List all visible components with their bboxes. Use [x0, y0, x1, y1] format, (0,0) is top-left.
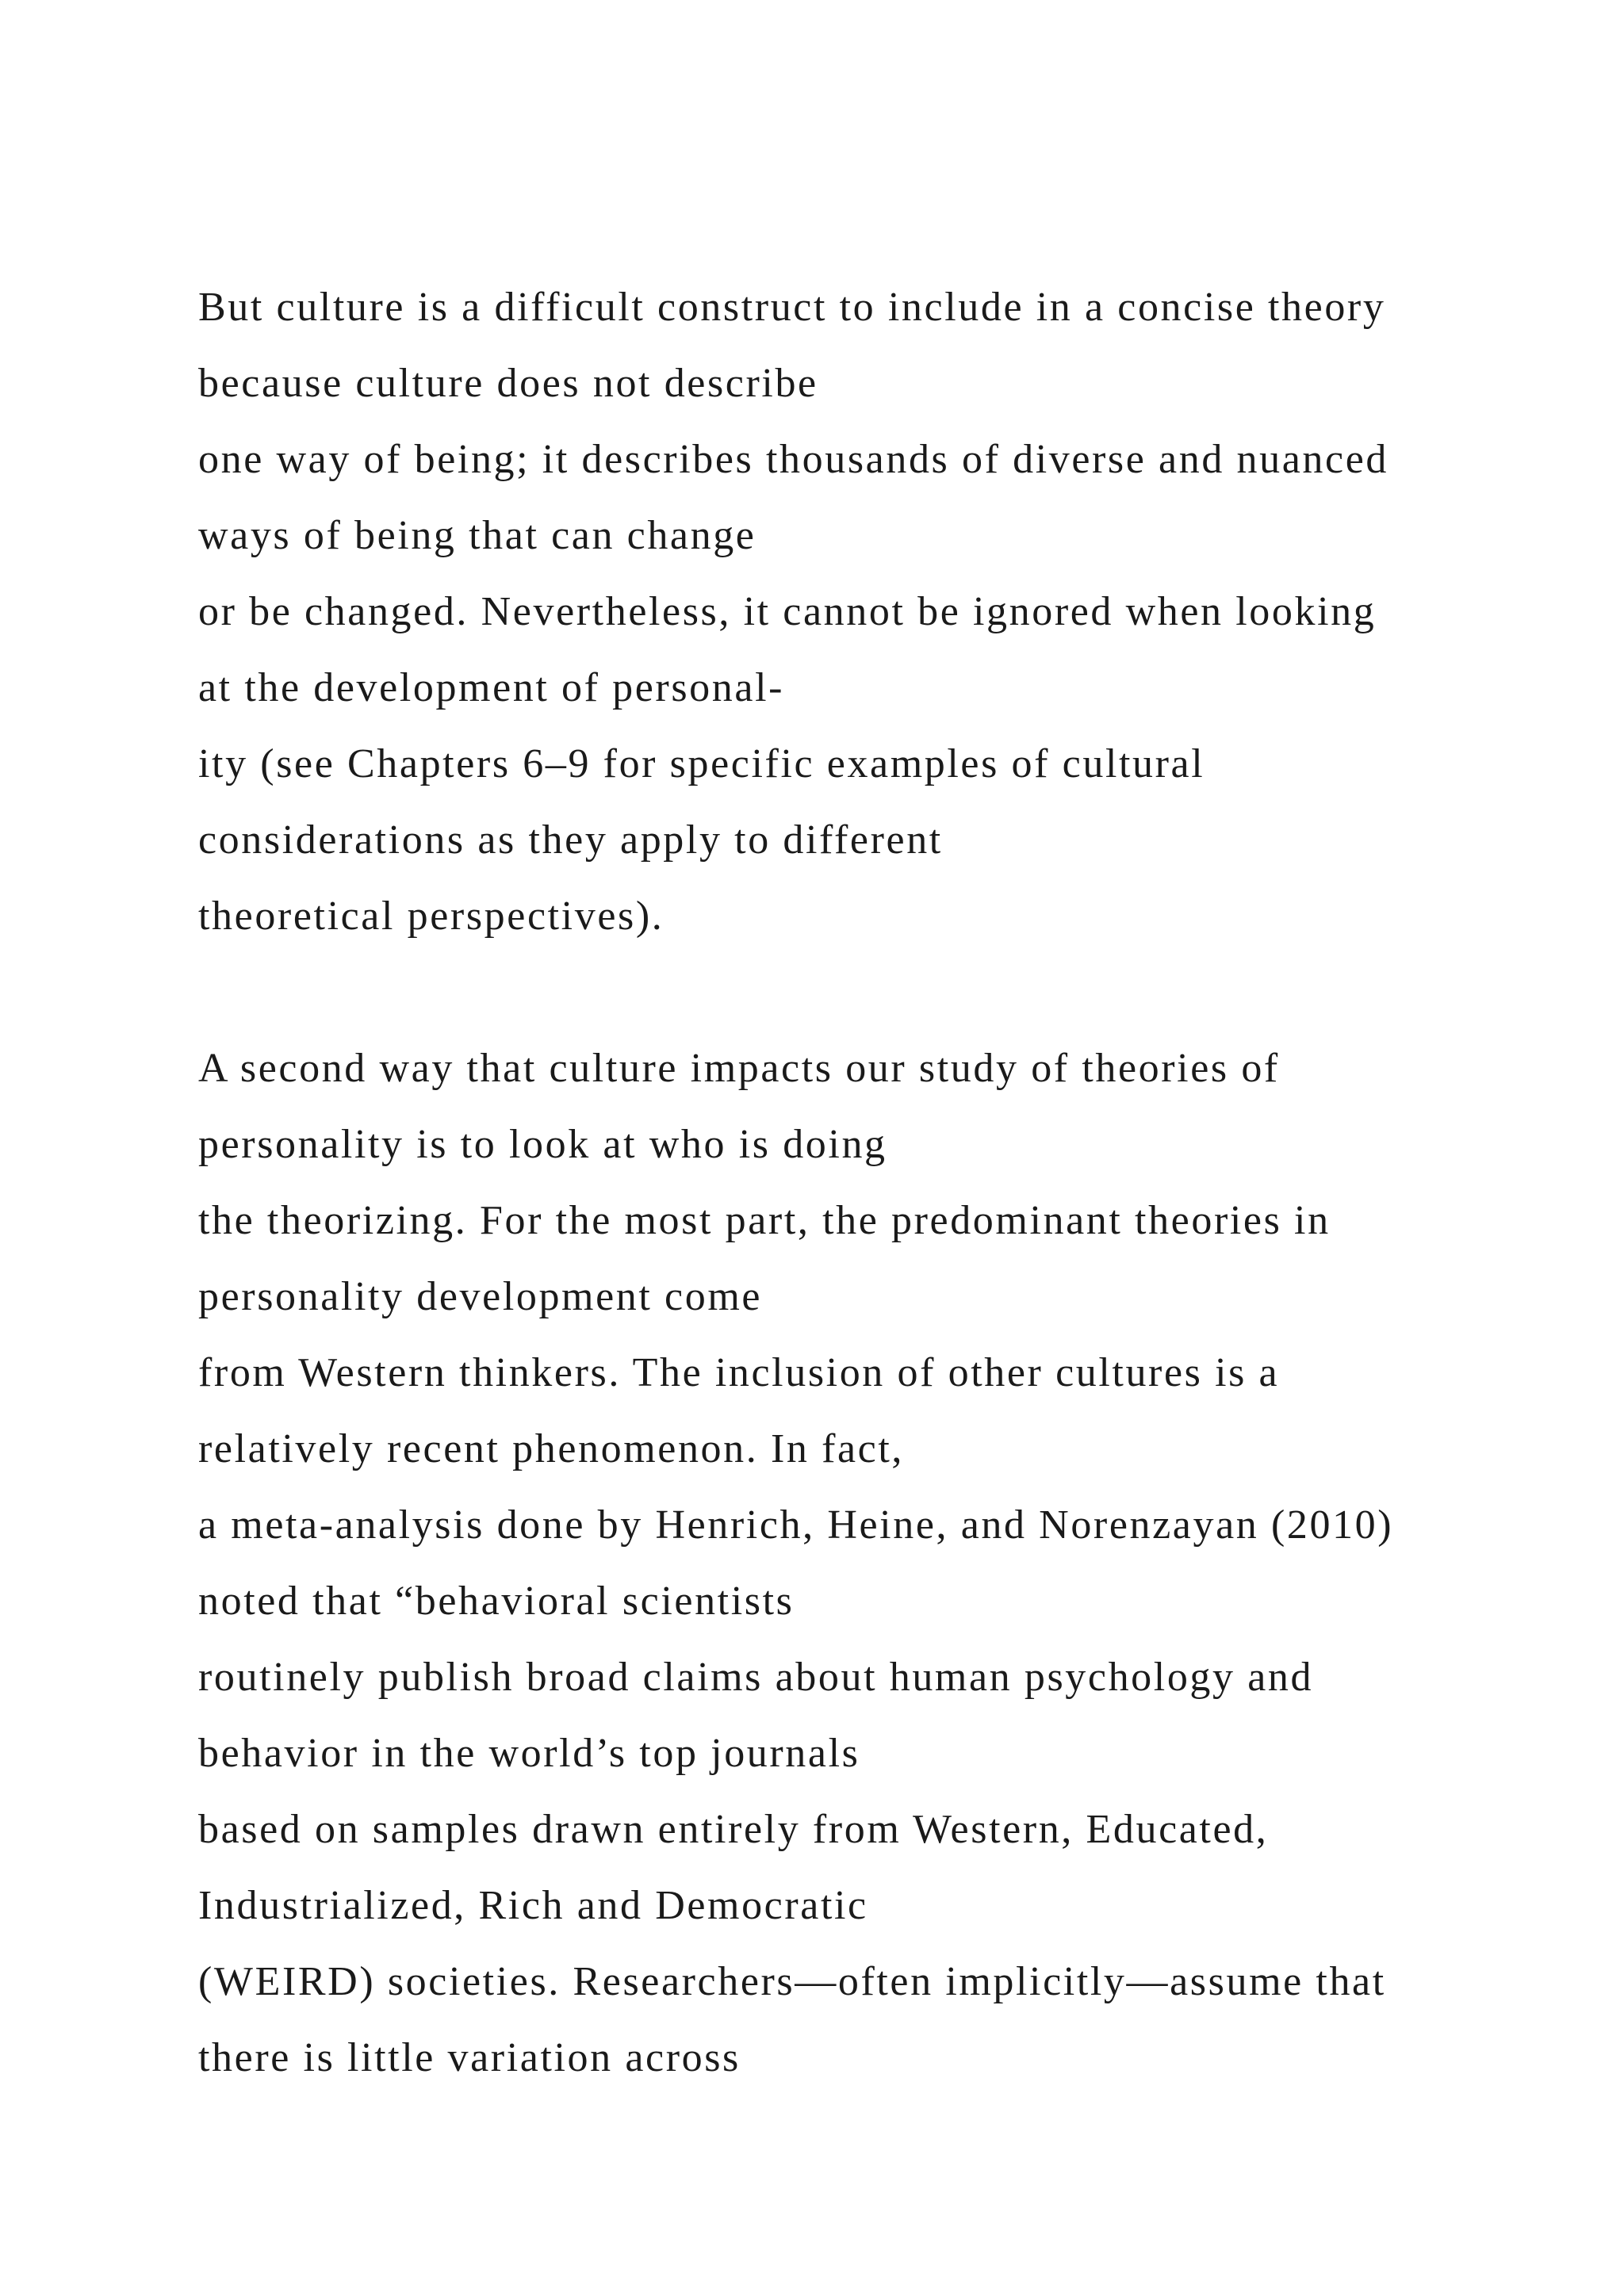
text-line: relatively recent phenomenon. In fact,: [198, 1426, 904, 1471]
text-line: or be changed. Nevertheless, it cannot be ignored when looking: [198, 589, 1377, 634]
document-body: [198, 270, 1546, 2096]
text-line: a meta-analysis done by Henrich, Heine, and Norenzayan (2010): [198, 1502, 1394, 1548]
paragraph-spacer: [198, 955, 1546, 1031]
text-line: at the development of personal-: [198, 665, 785, 710]
text-line: Industrialized, Rich and Democratic: [198, 1883, 868, 1928]
text-line: routinely publish broad claims about human psychology and: [198, 1655, 1314, 1700]
text-line: one way of being; it describes thousands of diverse and nuanced: [198, 437, 1388, 482]
text-line: But culture is a difficult construct to include in a concise theory: [198, 285, 1386, 330]
text-line: from Western thinkers. The inclusion of other cultures is a: [198, 1350, 1280, 1395]
text-line: personality is to look at who is doing: [198, 1122, 887, 1167]
paragraph-1: [198, 270, 1546, 955]
text-line: because culture does not describe: [198, 361, 818, 406]
text-line: personality development come: [198, 1274, 763, 1319]
text-line: A second way that culture impacts our study of theories of: [198, 1046, 1280, 1091]
text-line: ways of being that can change: [198, 513, 756, 558]
text-line: behavior in the world’s top journals: [198, 1731, 860, 1776]
text-line: the theorizing. For the most part, the predominant theories in: [198, 1198, 1331, 1243]
text-line: there is little variation across: [198, 2035, 741, 2080]
text-line: theoretical perspectives).: [198, 894, 665, 939]
paragraph-2: [198, 1031, 1546, 2096]
text-line: based on samples drawn entirely from Western, Educated,: [198, 1807, 1269, 1852]
text-line: (WEIRD) societies. Researchers—often implicitly—assume that: [198, 1959, 1386, 2004]
text-line: ity (see Chapters 6–9 for specific examples of cultural: [198, 741, 1205, 786]
text-line: considerations as they apply to different: [198, 817, 943, 863]
text-line: noted that “behavioral scientists: [198, 1578, 795, 1624]
